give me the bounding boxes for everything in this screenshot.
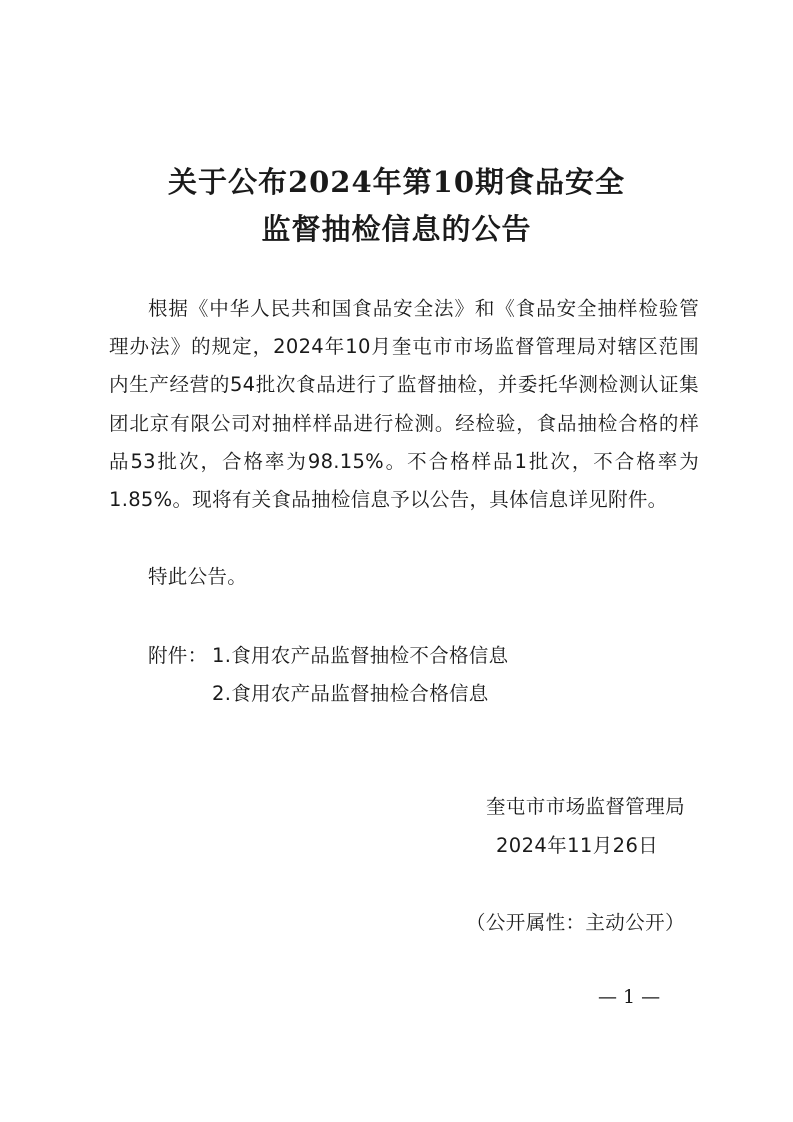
disclosure-attribute: （公开属性：主动公开） <box>466 911 685 934</box>
attachment-item: 2.食用农产品监督抽检合格信息 <box>212 682 489 705</box>
page-number: — 1 — <box>598 986 661 1008</box>
attachment-item: 1.食用农产品监督抽检不合格信息 <box>212 644 509 667</box>
document-title-line-2: 监督抽检信息的公告 <box>261 212 532 246</box>
closing-paragraph: 特此公告。 <box>148 565 248 588</box>
body-paragraph: 根据《中华人民共和国食品安全法》和《食品安全抽样检验管理办法》的规定，2024年10月奎屯市市场监督管理局对辖区范围内生产经营的54批次食品进行了监督抽检，并委托华测检测认证集团北京有限公司对抽样样品进行检测。经检验，食品抽检合格的样品53批次，合格率为98.15%。不合格样品1批次，不合格率为1.85%。现将有关食品抽检信息予以公告，具体信息详见附件。 <box>109 297 699 512</box>
signature-date: 2024年11月26日 <box>496 834 659 857</box>
signature-organization: 奎屯市市场监督管理局 <box>486 795 686 818</box>
document-title-line-1: 关于公布2024年第10期食品安全 <box>167 165 626 199</box>
attachments-label: 附件： <box>148 644 208 667</box>
